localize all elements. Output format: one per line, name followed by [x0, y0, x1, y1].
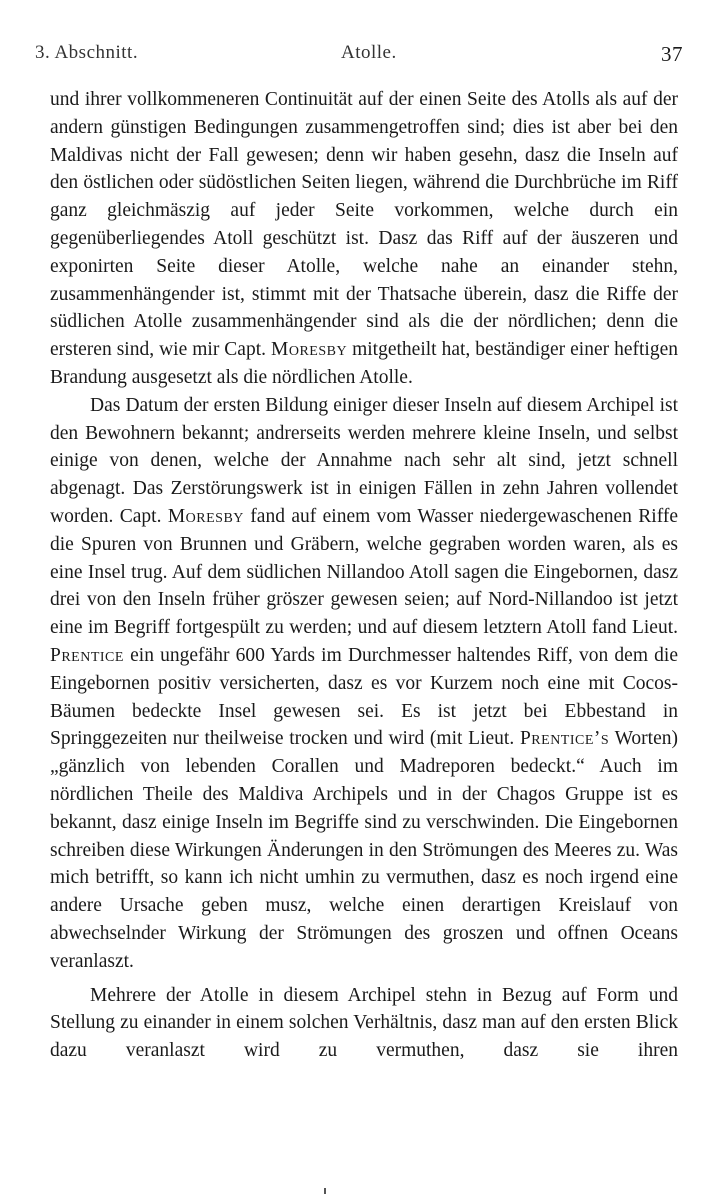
text-run: und ihrer vollkommeneren Continuität auf der einen Seite des Atolls als auf der andern günstigen Bedingungen zusammengetroffen sind; dies ist aber bei den Maldivas nicht der Fall gewesen; denn wir haben gesehn, dasz die Inseln auf den östlichen oder südöstlichen Seiten liegen, während die Durchbrüche im Riff ganz gleichmäszig auf jeder Seite vorkommen, welche durch ein gegenüberliegendes Atoll geschützt ist. Dasz das Riff auf der äuszeren und exponirten Seite dieser Atolle, welche nahe an einander stehn, zusammenhängender ist, stimmt mit der Thatsache überein, dasz die Riffe der südlichen Atolle zusammenhängender sind als die der nördlichen; denn die ersteren sind, wie mir Capt.	[50, 89, 678, 361]
person-name: Moresby	[271, 339, 348, 361]
text-run: Mehrere der Atolle in diesem Archipel stehn in Bezug auf Form und Stellung zu einander in einem solchen Verhältnis, dasz man auf den ersten Blick dazu veranlaszt wird zu vermuthen, dasz sie ihren	[50, 984, 678, 1062]
body-text	[50, 86, 678, 1065]
paragraph	[50, 392, 678, 976]
section-label: 3. Abschnitt.	[35, 42, 139, 63]
text-run: Das Datum der ersten Bildung einiger dieser Inseln auf diesem Archipel ist den Bewohnern bekannt; andrerseits werden mehrere kleine Inseln, und selbst einige von denen, welche der Annahme nach sehr alt sind, jetzt schnell abgenagt. Das Zerstörungswerk ist in einigen Fällen in zehn Jahren vollendet worden. Capt.	[50, 394, 678, 527]
text-run: mitgetheilt hat, beständiger einer heftigen Brandung ausgesetzt als die nördlichen Atolle.	[50, 339, 678, 388]
person-name: Moresby	[167, 505, 244, 527]
print-mark	[324, 1188, 326, 1194]
text-run: Worten) „gänzlich von lebenden Corallen und Madreporen bedeckt.“ Auch im nördlichen Theile des Maldiva Archipels und in der Chagos Gruppe ist es bekannt, dasz einige Inseln im Begriffe sind zu verschwinden. Die Eingebornen schreiben diese Wirkungen Änderungen in den Strömungen des Meeres zu. Was mich betrifft, so kann ich nicht umhin zu vermuthen, dasz es noch irgend eine andere Ursache geben musz, welche einen derartigen Kreislauf von abwechselnder Wirkung der Strömungen des groszen und offnen Oceans veranlaszt.	[50, 728, 678, 972]
text-run: fand auf einem vom Wasser niedergewaschenen Riffe die Spuren von Brunnen und Gräbern, welche gegraben worden waren, als es eine Insel trug. Auf dem südlichen Nillandoo Atoll sagen die Eingebornen, dasz drei von den Inseln früher gröszer gewesen seien; auf Nord-Nillandoo ist jetzt eine im Begriff fortgespült zu werden; und auf diesem letztern Atoll fand Lieut.	[50, 505, 678, 639]
running-head	[35, 42, 683, 72]
text-run: ein ungefähr 600 Yards im Durchmesser haltendes Riff, von dem die Eingebornen positiv versicherten, dasz es vor Kurzem noch eine mit Cocos-Bäumen bedeckte Insel gewesen sei. Es ist jetzt bei Ebbestand in Springgezeiten nur theilweise trocken und wird (mit Lieut.	[50, 644, 678, 750]
paragraph	[50, 982, 678, 1065]
chapter-title: Atolle.	[341, 42, 397, 63]
paragraph	[50, 86, 678, 392]
person-name: Prentice’s	[519, 728, 610, 750]
page-number: 37	[661, 42, 683, 66]
person-name: Prentice	[50, 644, 124, 666]
